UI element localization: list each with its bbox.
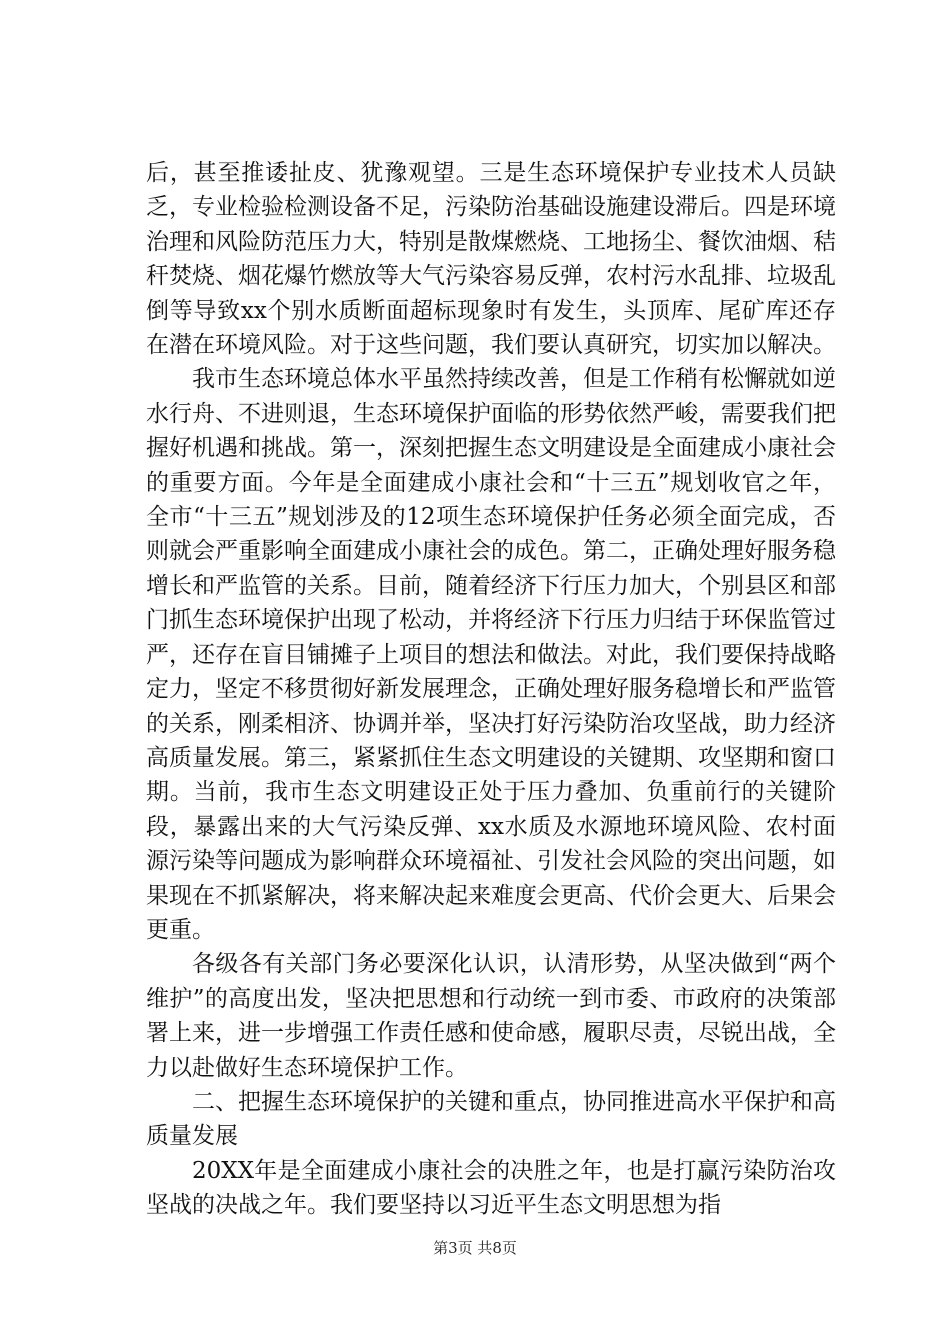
paragraph-2: 我市生态环境总体水平虽然持续改善，但是工作稍有松懈就如逆水行舟、不进则退，生态环境保护面临的形势依然严峻，需要我们把握好机遇和挑战。第一，深刻把握生态文明建设是全面建成小康社会的重要方面。今年是全面建成小康社会和“十三五”规划收官之年，全市“十三五”规划涉及的12项生态环境保护任务必须全面完成，否则就会严重影响全面建成小康社会的成色。第二，正确处理好服务稳增长和严监管的关系。目前，随着经济下行压力加大，个别县区和部门抓生态环境保护出现了松动，并将经济下行压力归结于环保监管过严，还存在盲目铺摊子上项目的想法和做法。对此，我们要保持战略定力，坚定不移贯彻好新发展理念，正确处理好服务稳增长和严监管的关系，刚柔相济、协调并举，坚决打好污染防治攻坚战，助力经济高质量发展。第三，紧紧抓住生态文明建设的关键期、攻坚期和窗口期。当前，我市生态文明建设正处于压力叠加、负重前行的关键阶段，暴露出来的大气污染反弹、xx水质及水源地环境风险、农村面源污染等问题成为影响群众环境福祉、引发社会风险的突出问题，如果现在不抓紧解决，将来解决起来难度会更高、代价会更大、后果会更重。 [146, 366, 836, 943]
paragraph-3: 各级各有关部门务必要深化认识，认清形势，从坚决做到“两个维护”的高度出发，坚决把思想和行动统一到市委、市政府的决策部署上来，进一步增强工作责任感和使命感，履职尽责，尽锐出战，全力以赴做好生态环境保护工作。 [146, 951, 836, 1081]
paragraph-1: 后，甚至推诿扯皮、犹豫观望。三是生态环境保护专业技术人员缺乏，专业检验检测设备不足，污染防治基础设施建设滞后。四是环境治理和风险防范压力大，特别是散煤燃烧、工地扬尘、餐饮油烟、秸秆焚烧、烟花爆竹燃放等大气污染容易反弹，农村污水乱排、垃圾乱倒等导致xx个别水质断面超标现象时有发生，头顶库、尾矿库还存在潜在环境风险。对于这些问题，我们要认真研究，切实加以解决。 [146, 160, 836, 359]
section-heading: 二、把握生态环境保护的关键和重点，协同推进高水平保护和高质量发展 [146, 1088, 836, 1150]
paragraph-4: 20XX年是全面建成小康社会的决胜之年，也是打赢污染防治攻坚战的决战之年。我们要坚持以习近平生态文明思想为指 [146, 1157, 836, 1219]
document-body [146, 156, 836, 1223]
page-footer: 第3页 共8页 [433, 1239, 517, 1257]
